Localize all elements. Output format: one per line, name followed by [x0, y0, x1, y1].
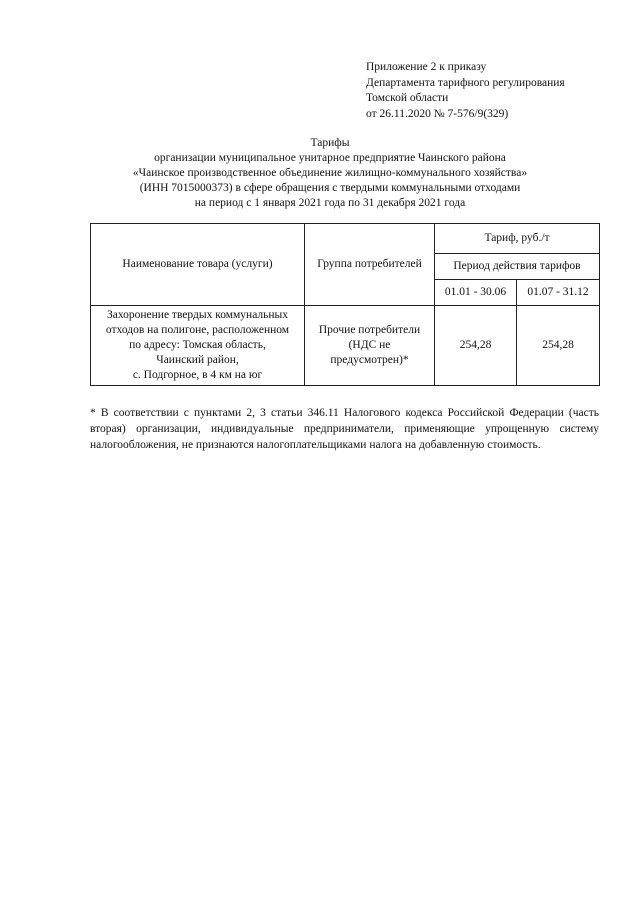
document-title: [60, 136, 600, 211]
header-service: Наименование товара (услуги): [91, 224, 305, 306]
appendix-line: Томской области: [366, 92, 449, 104]
header-period: Период действия тарифов: [435, 254, 600, 280]
appendix-line: Приложение 2 к приказу: [366, 61, 487, 73]
service-line: с. Подгорное, в 4 км на юг: [132, 369, 263, 381]
service-line: Чаинский район,: [156, 354, 239, 366]
tariff-value-first-half: 254,28: [435, 306, 517, 386]
title-line: организации муниципальное унитарное предприятие Чаинского района: [154, 152, 506, 164]
title-heading: Тарифы: [310, 137, 350, 149]
service-line: отходов на полигоне, расположенном: [105, 324, 290, 336]
header-group: Группа потребителей: [305, 224, 435, 306]
appendix-order-date: от 26.11.2020 № 7-576/9(329): [366, 107, 509, 120]
group-line: Прочие потребители: [318, 324, 421, 336]
header-date-first-half: 01.01 - 30.06: [435, 280, 517, 306]
header-tariff: Тариф, руб./т: [435, 224, 600, 254]
service-line: Захоронение твердых коммунальных: [106, 309, 289, 321]
tariff-value-second-half: 254,28: [517, 306, 600, 386]
group-line: предусмотрен)*: [330, 354, 409, 366]
title-line: (ИНН 7015000373) в сфере обращения с твердыми коммунальными отходами: [139, 182, 521, 194]
title-line: «Чаинское производственное объединение жилищно-коммунального хозяйства»: [132, 167, 528, 179]
appendix-reference: [366, 60, 565, 122]
header-date-second-half: 01.07 - 31.12: [517, 280, 600, 306]
title-period: на период с 1 января 2021 года по 31 декабря 2021 года: [194, 197, 466, 209]
table-row: [91, 306, 600, 386]
service-cell: [91, 306, 305, 386]
tariff-table: [90, 223, 600, 386]
group-cell: [305, 306, 435, 386]
service-line: по адресу: Томская область,: [129, 339, 266, 351]
appendix-line: Департамента тарифного регулирования: [366, 76, 565, 89]
footnote: * В соответствии с пунктами 2, 3 статьи 346.11 Налогового кодекса Российской Федерации (часть вторая) организации, индивидуальные предприниматели, применяющие упрощенную систему налогообложения, не признаются налогоплательщиками налога на добавленную стоимость.: [90, 407, 599, 451]
group-line: (НДС не: [348, 339, 391, 351]
